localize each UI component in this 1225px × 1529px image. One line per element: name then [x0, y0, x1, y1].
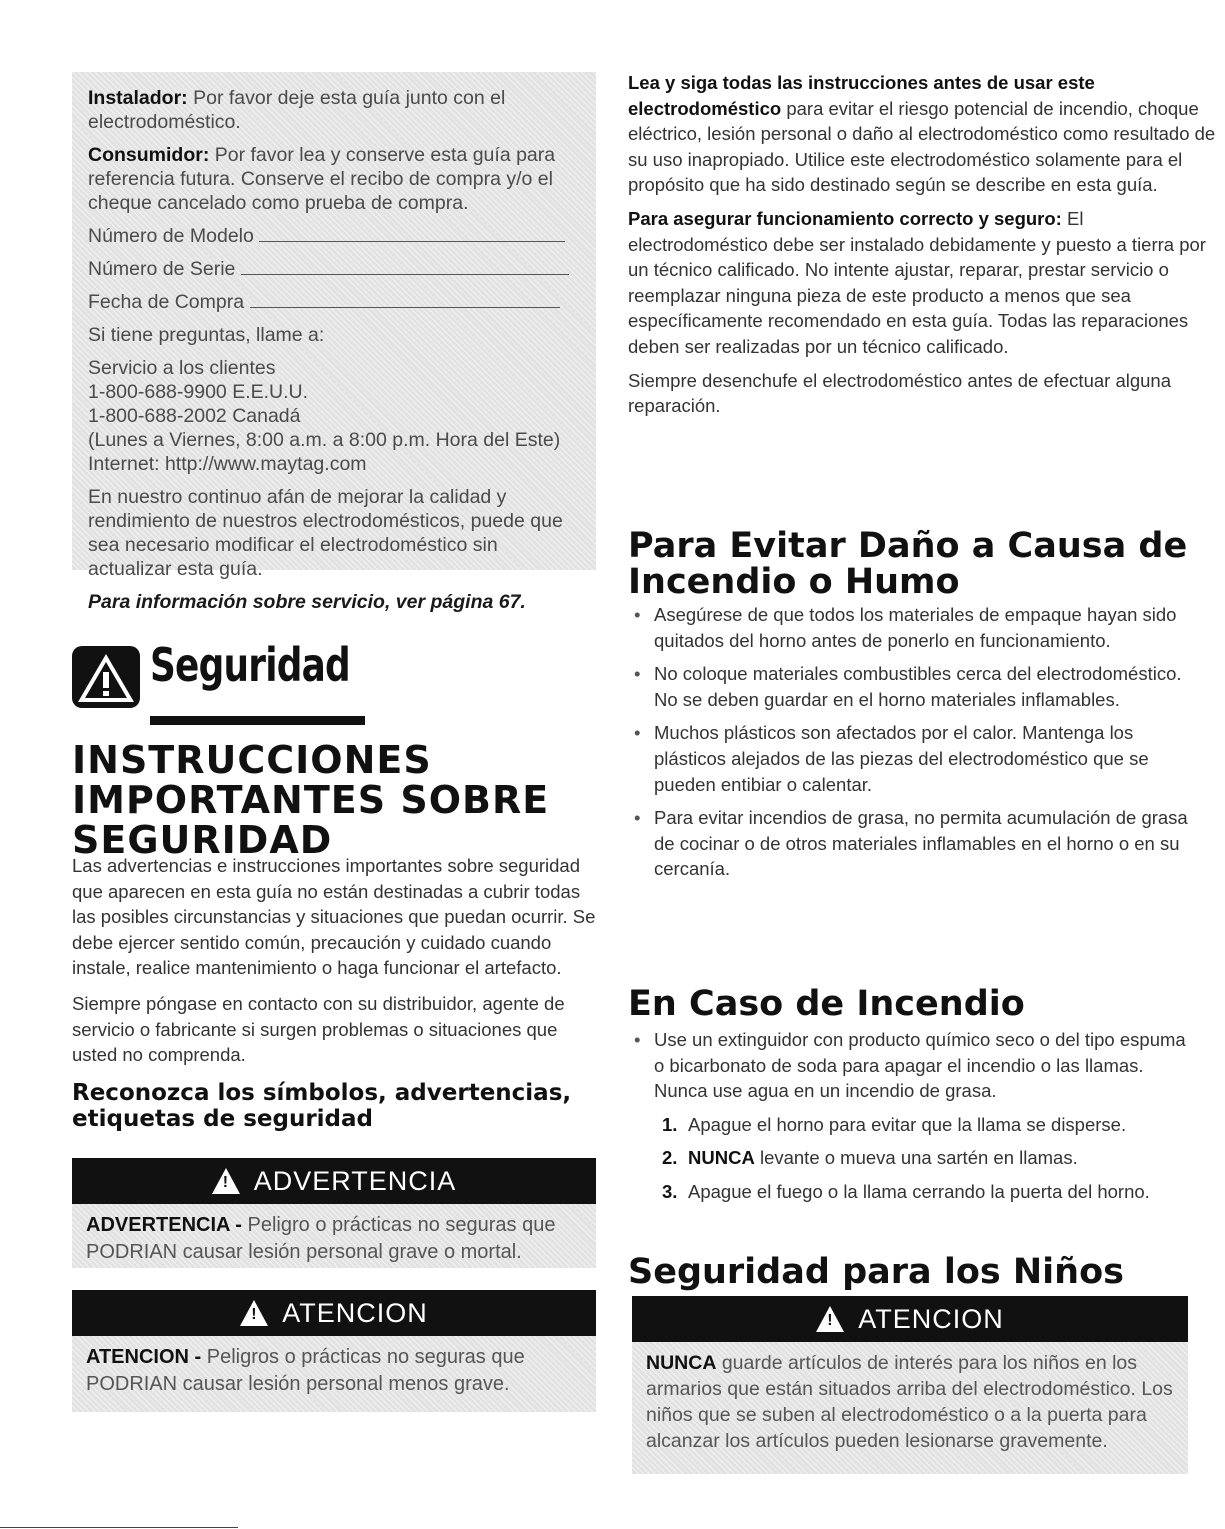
website-text: Internet: http://www.maytag.com [88, 453, 367, 475]
warning-icon [240, 1300, 268, 1326]
questions-text: Si tiene preguntas, llame a: [88, 324, 325, 346]
left-column [0, 0, 610, 1529]
case-list [628, 1027, 1188, 1104]
warning-triangle-icon [72, 646, 140, 708]
warning-icon [212, 1168, 240, 1194]
list-item: • Muchos plásticos son afectados por el calor. Mantenga los plásticos alejados de las piezas del electrodoméstico que se pueden entibiar o calentar. [628, 720, 1188, 797]
seguridad-word: Seguridad [150, 638, 350, 692]
install-paragraph: Para asegurar funcionamiento correcto y seguro: El electrodoméstico debe ser instalado debidamente y puesto a tierra por un técnico calificado. No intente ajustar, reparar, prestar servicio o reemplazar ninguna pieza de este producto a menos que sea específicamente recomendado en esta guía. Todas las reparaciones deben ser realizadas por un técnico calificado. [628, 207, 1206, 357]
right-intro [628, 70, 1220, 419]
consumer-note: Consumidor: Por favor lea y conserve esta guía para referencia futura. Conserve el recibo de compra y/o el cheque cancelado como prueba de compra. [88, 144, 556, 214]
safety-heading: INSTRUCCIONES IMPORTANTES SOBRE SEGURIDAD [72, 738, 550, 862]
safety-intro [72, 853, 598, 1132]
model-number-field: Número de Modelo [88, 224, 586, 248]
list-item: • Use un extinguidor con producto químico seco o del tipo espuma o bicarbonato de soda para apagar el incendio o las llamas. Nunca use agua en un incendio de grasa. [628, 1027, 1188, 1104]
kids-heading: Seguridad para los Niños [628, 1252, 1124, 1292]
safety-paragraph-2: Siempre póngase en contacto con su distribuidor, agente de servicio o fabricante si surgen problemas o situaciones que usted no comprenda. [72, 992, 565, 1066]
kids-atencion-text: NUNCA guarde artículos de interés para los niños en los armarios que están situados arriba del electrodoméstico. Los niños que se suben al electrodoméstico o a la puerta para alcanzar los artículos pueden lesionarse gravemente. [646, 1352, 1173, 1452]
purchase-date-field: Fecha de Compra [88, 290, 586, 314]
serial-number-field: Número de Serie [88, 257, 586, 281]
footer-rule [0, 1527, 238, 1528]
advertencia-box [72, 1158, 596, 1268]
steps-list [628, 1112, 1188, 1205]
warning-icon [816, 1306, 844, 1332]
right-column [620, 0, 1220, 1529]
improvement-note: En nuestro continuo afán de mejorar la calidad y rendimiento de nuestros electrodomésticos, puede que sea necesario modificar el electrodoméstico sin actualizar esta guía. [88, 486, 563, 580]
kids-atencion-bar: ! ATENCION [632, 1296, 1188, 1342]
service-reference: Para información sobre servicio, ver página 67. [88, 591, 526, 613]
advertencia-bar: ! ADVERTENCIA [72, 1158, 596, 1204]
atencion-text: ATENCION - Peligros o prácticas no seguras que PODRIAN causar lesión personal menos grave. [86, 1346, 525, 1395]
step-item: 3. Apague el fuego o la llama cerrando la puerta del horno. [662, 1180, 1150, 1202]
fire-list [628, 602, 1188, 890]
case-section [628, 1027, 1188, 1213]
seguridad-title [72, 638, 372, 728]
atencion-box [72, 1290, 596, 1412]
list-item: • No coloque materiales combustibles cerca del electrodoméstico. No se deben guardar en el horno materiales inflamables. [628, 661, 1188, 712]
step-item: 1. Apague el horno para evitar que la llama se disperse. [662, 1113, 1127, 1135]
atencion-bar: ! ATENCION [72, 1290, 596, 1336]
title-underline [150, 716, 365, 725]
case-heading: En Caso de Incendio [628, 984, 1025, 1024]
lead-paragraph: Lea y siga todas las instrucciones antes de usar este electrodoméstico para evitar el riesgo potencial de incendio, choque eléctrico, lesión personal o daño al electrodoméstico como resultado de su uso inapropiado. Utilice este electrodoméstico solamente para el propósito que ha sido destinado según se describe en esta guía. [628, 72, 1216, 196]
advertencia-text: ADVERTENCIA - Peligro o prácticas no seguras que PODRIAN causar lesión personal grave o mortal. [86, 1214, 556, 1263]
safety-paragraph-1: Las advertencias e instrucciones importantes sobre seguridad que aparecen en esta guía no están destinadas a cubrir todas las posibles circunstancias y situaciones que puedan ocurrir. Se debe ejercer sentido común, precaución y cuidado cuando instale, realice mantenimiento o haga funcionar el artefacto. [72, 855, 596, 979]
service-contact: Servicio a los clientes 1-800-688-9900 E.E.U.U. 1-800-688-2002 Canadá (Lunes a Viernes, 8:00 a.m. a 8:00 p.m. Hora del Este) Internet: http://www.maytag.com [88, 357, 561, 475]
symbols-subheading: Reconozca los símbolos, advertencias, etiquetas de seguridad [72, 1079, 572, 1132]
unplug-paragraph: Siempre desenchufe el electrodoméstico antes de efectuar alguna reparación. [628, 369, 1172, 417]
info-box [72, 72, 596, 613]
list-item: • Para evitar incendios de grasa, no permita acumulación de grasa de cocinar o de otros materiales inflamables en el horno o en su cercanía. [628, 805, 1188, 882]
list-item: • Asegúrese de que todos los materiales de empaque hayan sido quitados del horno antes de ponerlo en funcionamiento. [628, 602, 1188, 653]
fire-heading: Para Evitar Daño a Causa de Incendio o Humo [628, 526, 1188, 602]
installer-note: Instalador: Por favor deje esta guía junto con el electrodoméstico. [88, 87, 506, 133]
kids-atencion-box [632, 1296, 1188, 1474]
step-item: 2. NUNCA levante o mueva una sartén en llamas. [662, 1147, 1078, 1169]
